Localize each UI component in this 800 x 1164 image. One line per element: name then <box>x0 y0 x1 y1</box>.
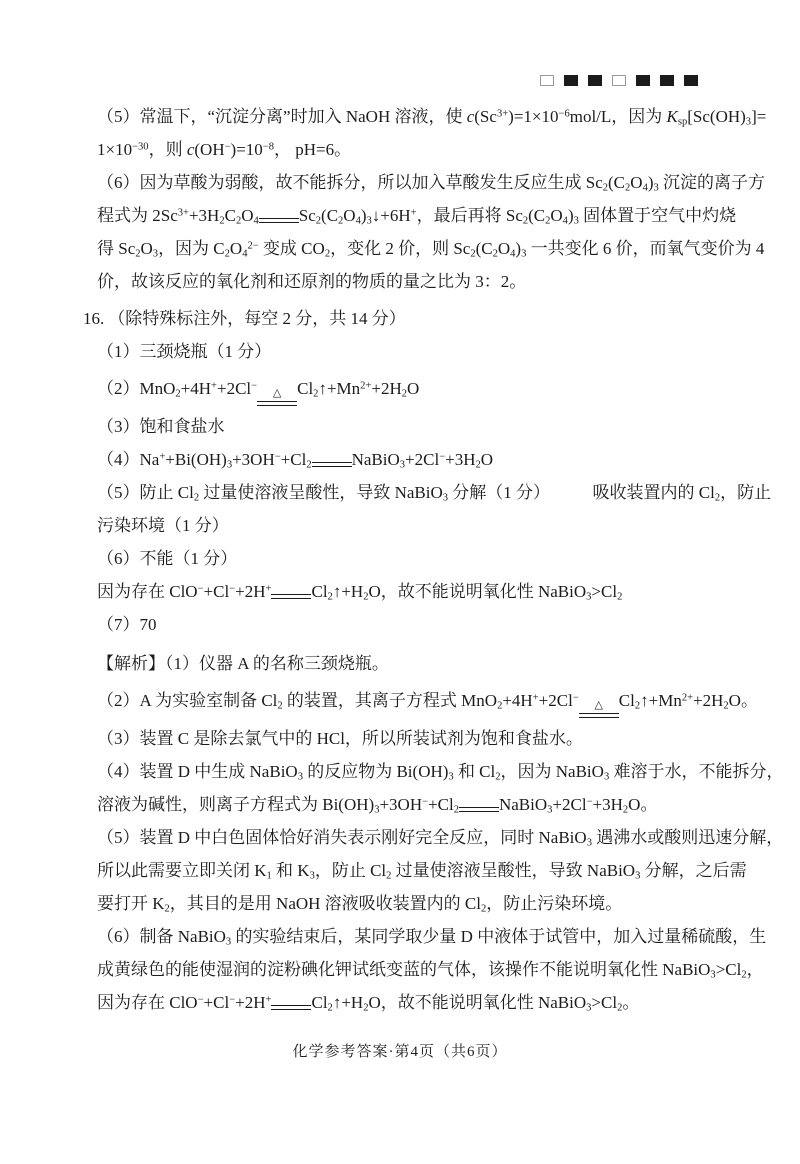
q16-answer-line: （2）MnO$_2$+4H++2Cl− △ $Cl_2↑+Mn^{2+}+2H_2O$ <box>97 368 737 410</box>
q16-solution-line: 所以此需要立即关闭 $K_1$ 和 $K_3$，防止 $Cl_2$ 过量使溶液呈酸性，导致 NaBiO$_3$ 分解，之后需 <box>97 861 747 882</box>
q16-answer-line: $(4)Na^++Bi(OH)_3+3OH^-+Cl_2$ $NaBiO_3+2Cl^-+3H_2O$ <box>97 450 494 471</box>
q15-answer-line: （6）因为草酸为弱酸，故不能拆分，所以加入草酸发生反应生成 $Sc_2(C_2O_4)_3$ 沉淀的离子方 <box>97 173 766 194</box>
answer-key-body <box>83 100 784 1019</box>
q16-solution-line: （5）装置 D 中白色固体恰好消失表示刚好完全反应，同时 NaBiO$_3$ 遇沸水或酸则迅速分解， <box>97 828 784 849</box>
q16-heading <box>83 302 737 335</box>
q16-solution-line: 成黄绿色的能使湿润的淀粉碘化钾试纸变蓝的气体，该操作不能说明氧化性 $NaBiO_3>Cl_2$， <box>97 960 764 981</box>
registration-mark-filled-icon <box>684 75 698 86</box>
double-equals-sign <box>271 594 311 599</box>
double-equals-sign <box>259 218 299 223</box>
double-equals-heated-sign: △ <box>257 388 297 406</box>
double-equals-heated-sign: △ <box>579 700 619 718</box>
q16-solution-line: 要打开 $K_2$，其目的是用 NaOH 溶液吸收装置内的 $Cl_2$，防止污染环境。 <box>97 894 623 915</box>
q15-answer-line: 得 $Sc_2O_3$，因为 $C_2O_4^{2-}$ 变成 $CO_2$，变化 2 价，则 $Sc_2(C_2O_4)_3$ 一共变化 6 价，而氧气变价为 4 <box>97 239 765 260</box>
q16-answer-line: 因为存在 ClO−+Cl−+2H+ $Cl_2↑+H_2O$，故不能说明氧化性 $NaBiO_3>Cl_2$ <box>97 582 623 603</box>
registration-mark-outline-icon <box>612 75 626 86</box>
registration-marks <box>540 75 698 86</box>
q16-answer-line: （5）防止 $Cl_2$ 过量使溶液呈酸性，导致 NaBiO$_3$ 分解（1 分） 吸收装置内的 $Cl_2$，防止 <box>97 483 772 504</box>
q15-answer-line: $1\times 10^{-30}$，则 $c(OH^-)=10^{-8}$， pH=6。 <box>97 140 352 159</box>
q16-solution-line: （3）装置 C 是除去氯气中的 HCl，所以所装试剂为饱和食盐水。 <box>97 729 583 748</box>
registration-mark-filled-icon <box>588 75 602 86</box>
q16-answer-line: （7）70 <box>97 615 157 634</box>
question-number: 16. <box>83 309 105 328</box>
registration-mark-filled-icon <box>660 75 674 86</box>
q16-answer-line: （1）三颈烧瓶（1 分） <box>97 342 272 361</box>
q15-answer-line: 程式为 $2Sc^{3+}+3H_2C_2O_4$ $Sc_2(C_2O_4)_3↓+6H^+$，最后再将 $Sc_2(C_2O_4)_3$ 固体置于空气中灼烧 <box>97 206 737 227</box>
q16-solution-line: （4）装置 D 中生成 NaBiO$_3$ 的反应物为 $Bi(OH)_3$ 和 $Cl_2$，因为 NaBiO$_3$ 难溶于水，不能拆分， <box>97 762 784 783</box>
question-score-note: （除特殊标注外，每空 2 分，共 14 分） <box>108 309 406 328</box>
registration-mark-filled-icon <box>636 75 650 86</box>
q15-answer-line: （5）常温下，“沉淀分离”时加入 NaOH 溶液，使 $c(Sc^{3+})=1\times 10^{-6}mol/L$，因为 $K_{sp}[Sc(OH)_3]=$ <box>97 107 767 128</box>
q16-answer-line: 污染环境（1 分） <box>97 516 229 535</box>
q16-answer-line: （6）不能（1 分） <box>97 549 238 568</box>
registration-mark-filled-icon <box>564 75 578 86</box>
double-equals-sign <box>271 1005 311 1010</box>
q16-answer-line: （3）饱和食盐水 <box>97 417 225 436</box>
q15-answer-line: 价，故该反应的氧化剂和还原剂的物质的量之比为 3：2。 <box>97 272 527 291</box>
double-equals-sign <box>459 807 499 812</box>
q16-solution-line: （6）制备 NaBiO$_3$ 的实验结束后，某同学取少量 D 中液体于试管中，加入过量稀硫酸，生 <box>97 927 767 948</box>
double-equals-sign <box>312 462 352 467</box>
page-footer: 化学参考答案·第4页（共6页） <box>292 1044 508 1060</box>
q16-solution-line: 【解析】（1）仪器 A 的名称三颈烧瓶。 <box>97 654 389 673</box>
registration-mark-outline-icon <box>540 75 554 86</box>
q16-solution-line: （2）A 为实验室制备 $Cl_2$ 的装置，其离子方程式 MnO$_2$+4H++2Cl− △ $Cl_2↑+Mn^{2+}+2H_2O$。 <box>97 680 737 722</box>
q16-solution-line: 因为存在 ClO−+Cl−+2H+ $Cl_2↑+H_2O$，故不能说明氧化性 $NaBiO_3>Cl_2$。 <box>97 993 640 1014</box>
q16-solution-line: 溶液为碱性，则离子方程式为 $Bi(OH)_3+3OH^-+Cl_2$ $NaBiO_3+2Cl^-+3H_2O$。 <box>97 795 658 816</box>
